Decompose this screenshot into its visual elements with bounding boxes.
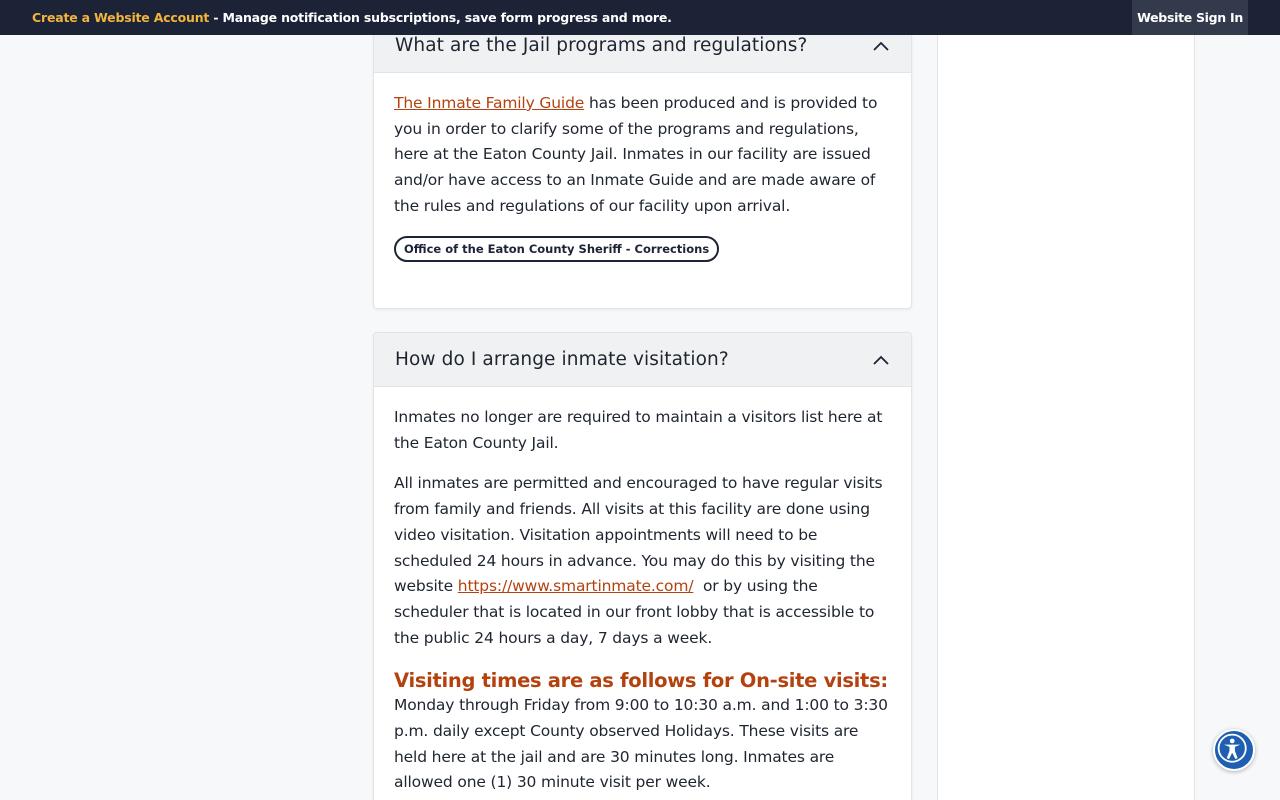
- faq-card-jail-programs: [373, 18, 912, 309]
- faq-question-header[interactable]: [374, 333, 911, 387]
- faq-answer-body: has been produced and is provided to you in order to clarify some of the programs and regulations, here at the Eaton County Jail. Inmates in our facility are issued and/or have access to an Inmate Guide and are made aware of the rules and regulations of our facility upon arrival.: [394, 94, 878, 215]
- right-sidebar: [937, 35, 1195, 800]
- inmate-family-guide-link[interactable]: The Inmate Family Guide: [394, 94, 585, 112]
- accessibility-icon: [1215, 731, 1253, 769]
- paragraph-text: All inmates are permitted and encouraged to have regular visits from family and friends. All visits at this facility are done using video visitation. Visitation appointments will need to be scheduled 24 hours in advance. You may do this by visiting the website: [394, 474, 883, 596]
- accessibility-button[interactable]: [1213, 729, 1255, 771]
- faq-question: How do I arrange inmate visitation?: [395, 349, 729, 370]
- chevron-up-icon[interactable]: [872, 40, 890, 52]
- faq-answer: [374, 73, 911, 262]
- visiting-times-heading: Visiting times are as follows for On-site visits:: [394, 669, 888, 693]
- visiting-times-paragraph: Monday through Friday from 9:00 to 10:30 a.m. and 1:00 to 3:30 p.m. daily except County observed Holidays. These visits are held here at the jail and are 30 minutes long. Inmates are allowed one (1) 30 minute visit per week.: [394, 696, 888, 792]
- faq-answer: [374, 387, 911, 796]
- category-tag[interactable]: Office of the Eaton County Sheriff - Corrections: [394, 236, 719, 262]
- visitation-details-paragraph: [394, 471, 891, 651]
- faq-card-visitation: [373, 332, 912, 800]
- faq-question: What are the Jail programs and regulations?: [395, 35, 808, 56]
- smartinmate-link[interactable]: https://www.smartinmate.com/: [457, 577, 694, 596]
- topbar-message-text: - Manage notification subscriptions, save form progress and more.: [209, 10, 672, 25]
- chevron-up-icon[interactable]: [872, 354, 890, 366]
- visitation-list-paragraph: Inmates no longer are required to maintain a visitors list here at the Eaton County Jail.: [394, 408, 883, 452]
- top-notification-bar: [0, 0, 1280, 35]
- website-sign-in-button[interactable]: Website Sign In: [1132, 0, 1248, 35]
- paragraph-text: or by using the scheduler that is located in our front lobby that is accessible to the public 24 hours a day, 7 days a week.: [394, 577, 879, 647]
- create-account-link[interactable]: Create a Website Account: [32, 10, 210, 25]
- topbar-message: [32, 0, 672, 35]
- faq-answer-text: [394, 91, 891, 220]
